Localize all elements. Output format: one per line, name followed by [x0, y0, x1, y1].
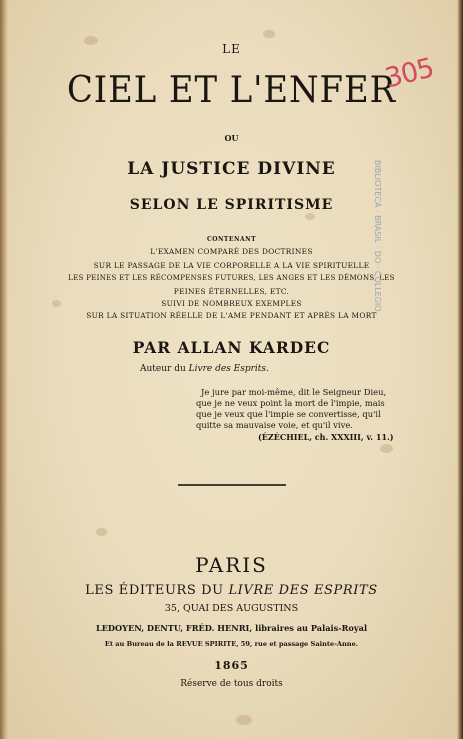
epigraph-source: (ÉZÉCHIEL, ch. XXXIII, v. 11.): [258, 432, 394, 442]
imprint-bureau: Et au Bureau de la REVUE SPIRITE, 59, rue et passage Sainte-Anne.: [104, 640, 359, 648]
author-line: PAR ALLAN KARDEC: [132, 338, 331, 357]
foxing-spot: [380, 444, 393, 453]
foxing-spot: [263, 30, 275, 38]
imprint-publisher-work: LIVRE DES ESPRITS: [228, 583, 378, 598]
contents-line: PEINES ÉTERNELLES, ETC.: [173, 287, 290, 296]
title-conjunction: OU: [224, 133, 239, 143]
handwritten-shelf-number: 305: [381, 52, 437, 95]
contents-line: SUR LA SITUATION RÉELLE DE L'AME PENDANT ET APRÈS LA MORT: [86, 311, 377, 320]
library-stamp: BIBLIOTECA · BRASIL · DO · COLLEGIO: [373, 160, 382, 312]
author-note-prefix: Auteur du: [140, 364, 186, 374]
imprint-address: 35, QUAI DES AUGUSTINS: [164, 603, 299, 614]
author-note: [140, 364, 269, 374]
epigraph-line: que je veux que l'impie se convertisse, qu'il: [196, 409, 381, 419]
author-note-work: Livre des Esprits.: [188, 364, 269, 374]
imprint-publisher: [0, 583, 463, 598]
epigraph-line: que je ne veux point la mort de l'impie, mais: [196, 398, 385, 408]
imprint-booksellers: LEDOYEN, DENTU, FRÉD. HENRI, libraires au Palais-Royal: [95, 623, 368, 633]
imprint-city: PARIS: [195, 553, 268, 577]
title-article: LE: [222, 42, 241, 56]
foxing-spot: [96, 528, 107, 536]
subtitle: LA JUSTICE DIVINE: [127, 159, 336, 179]
foxing-spot: [236, 715, 252, 725]
imprint-year: 1865: [214, 659, 249, 672]
contents-line: LES PEINES ET LES RÉCOMPENSES FUTURES, LES ANGES ET LES DÉMONS, LES: [68, 274, 395, 282]
imprint-rights: Réserve de tous droits: [180, 679, 283, 689]
epigraph-line: quitte sa mauvaise voie, et qu'il vive.: [196, 420, 353, 430]
divider-rule: [178, 484, 286, 486]
contents-heading: CONTENANT: [206, 236, 257, 243]
contents-line: SUR LE PASSAGE DE LA VIE CORPORELLE A LA VIE SPIRITUELLE: [93, 261, 370, 270]
foxing-spot: [305, 213, 315, 220]
contents-line: SUIVI DE NOMBREUX EXEMPLES: [161, 299, 302, 308]
epigraph-line: Je jure par moi-même, dit le Seigneur Dieu,: [201, 387, 387, 397]
contents-line: L'EXAMEN COMPARÉ DES DOCTRINES: [150, 247, 313, 256]
imprint-publisher-prefix: LES ÉDITEURS DU: [85, 583, 224, 598]
subtitle-2: SELON LE SPIRITISME: [129, 197, 334, 213]
main-title: CIEL ET L'ENFER: [66, 70, 397, 111]
